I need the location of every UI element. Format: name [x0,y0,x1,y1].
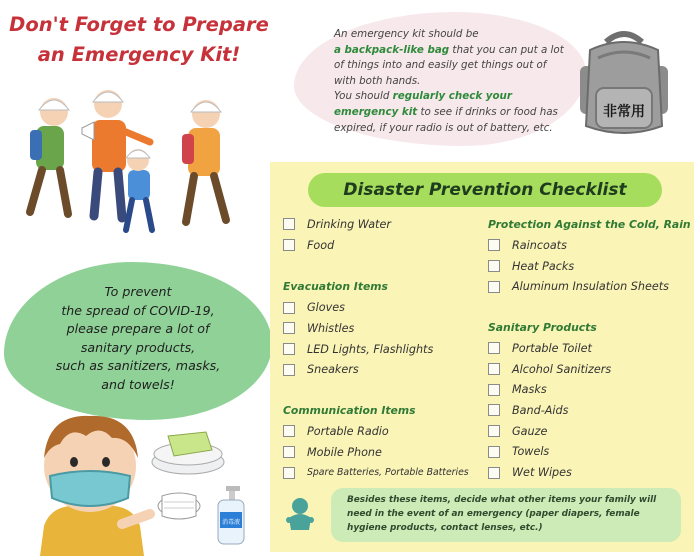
checklist-item[interactable] [283,421,469,442]
checkbox[interactable] [488,425,500,437]
checkbox[interactable] [488,260,500,272]
covid-line: such as sanitizers, masks, [55,358,221,374]
sanitizer-bottle-icon [214,484,248,546]
item-label: Portable Radio [307,424,389,438]
bottom-note [285,488,681,542]
checkbox[interactable] [488,404,500,416]
item-label: Mobile Phone [307,445,382,459]
checklist-item[interactable] [283,359,469,380]
checklist-item[interactable] [488,379,691,400]
section-title-evacuation: Evacuation Items [283,280,388,294]
item-label: Towels [512,445,550,459]
section-title-sanitary: Sanitary Products [488,321,597,335]
checkbox[interactable] [488,239,500,251]
covid-line: sanitary products, [80,339,196,355]
evacuating-people-illustration [22,84,244,240]
checkbox[interactable] [283,302,295,314]
page-title [8,10,270,70]
checkbox[interactable] [488,384,500,396]
checkbox[interactable] [283,446,295,458]
title-line-1: Don't Forget to Prepare [9,13,269,36]
covid-line: the spread of COVID-19, [61,302,215,318]
item-label: Portable Toilet [512,341,592,355]
covid-line: and towels! [101,376,175,392]
checklist-item[interactable] [488,400,691,421]
covid-line: please prepare a lot of [66,321,210,337]
checklist-item[interactable] [488,359,691,380]
checkbox[interactable] [283,467,295,479]
backpack-icon [572,28,676,140]
checkbox[interactable] [283,239,295,251]
section-title-cold-rain: Protection Against the Cold, Rain [488,218,691,231]
checklist-item[interactable] [488,442,691,463]
checkbox[interactable] [283,364,295,376]
covid-message [20,283,256,395]
backpack-label: 非常用 [603,104,645,120]
title-line-2: an Emergency Kit! [37,43,241,66]
checkbox[interactable] [283,425,295,437]
checkbox[interactable] [283,218,295,230]
checklist-item[interactable] [283,463,469,484]
checklist-item[interactable] [488,276,691,297]
info-text-4: to see if drinks or food has expired, if your radio is out of battery, etc. [334,105,558,134]
item-label: LED Lights, Flashlights [307,342,434,356]
checkbox[interactable] [488,467,500,479]
item-label: Alcohol Sanitizers [512,362,612,376]
item-label: Aluminum Insulation Sheets [512,280,669,294]
covid-line: To prevent [104,284,172,299]
checkbox[interactable] [488,363,500,375]
item-label: Heat Packs [512,259,575,273]
note-text: Besides these items, decide what other items your family will need in the event of an emergency (paper diapers, female hygiene products, contact lenses, etc.) [347,495,657,533]
info-text-3: You should [334,90,393,103]
checklist-item[interactable] [283,318,469,339]
section-title-communication: Communication Items [283,404,416,418]
checkbox[interactable] [283,343,295,355]
item-label: Gauze [512,424,548,438]
towels-icon [150,428,230,480]
checklist-item[interactable] [283,339,469,360]
checklist-item[interactable] [283,214,469,235]
checkbox[interactable] [283,322,295,334]
checklist-item[interactable] [283,442,469,463]
item-label: Wet Wipes [512,466,572,480]
item-label: Drinking Water [307,217,391,231]
checklist-item[interactable] [488,421,691,442]
item-label: Gloves [307,301,345,315]
checklist-item[interactable] [283,297,469,318]
checklist-item[interactable] [488,256,691,277]
item-label: Whistles [307,321,355,335]
item-label: Sneakers [307,363,359,377]
info-text-2: that you can put a lot of things into and easily get things out of with both hands. [334,43,564,87]
item-label: Masks [512,383,547,397]
info-text [334,27,570,136]
checklist-right-column [488,214,691,483]
checklist-item[interactable] [283,235,469,256]
info-highlight-check: regularly check your emergency kit [334,90,512,118]
item-label: Spare Batteries, Portable Batteries [307,467,469,479]
info-highlight-backpack: a backpack-like bag [334,43,450,56]
checkbox[interactable] [488,342,500,354]
checkbox[interactable] [488,281,500,293]
item-label: Food [307,238,335,252]
checklist-left-column [283,214,469,483]
item-label: Band-Aids [512,403,569,417]
masked-boy-illustration [30,396,156,556]
checklist-item[interactable] [488,462,691,483]
checklist-item[interactable] [488,235,691,256]
checklist-item[interactable] [488,338,691,359]
baby-icon [285,496,315,532]
checkbox[interactable] [488,446,500,458]
mask-icon [152,488,206,524]
info-text-1: An emergency kit should be [334,28,479,40]
item-label: Raincoats [512,238,567,252]
checklist-title: Disaster Prevention Checklist [308,173,662,207]
sanitizer-label: 消毒液 [221,519,241,526]
